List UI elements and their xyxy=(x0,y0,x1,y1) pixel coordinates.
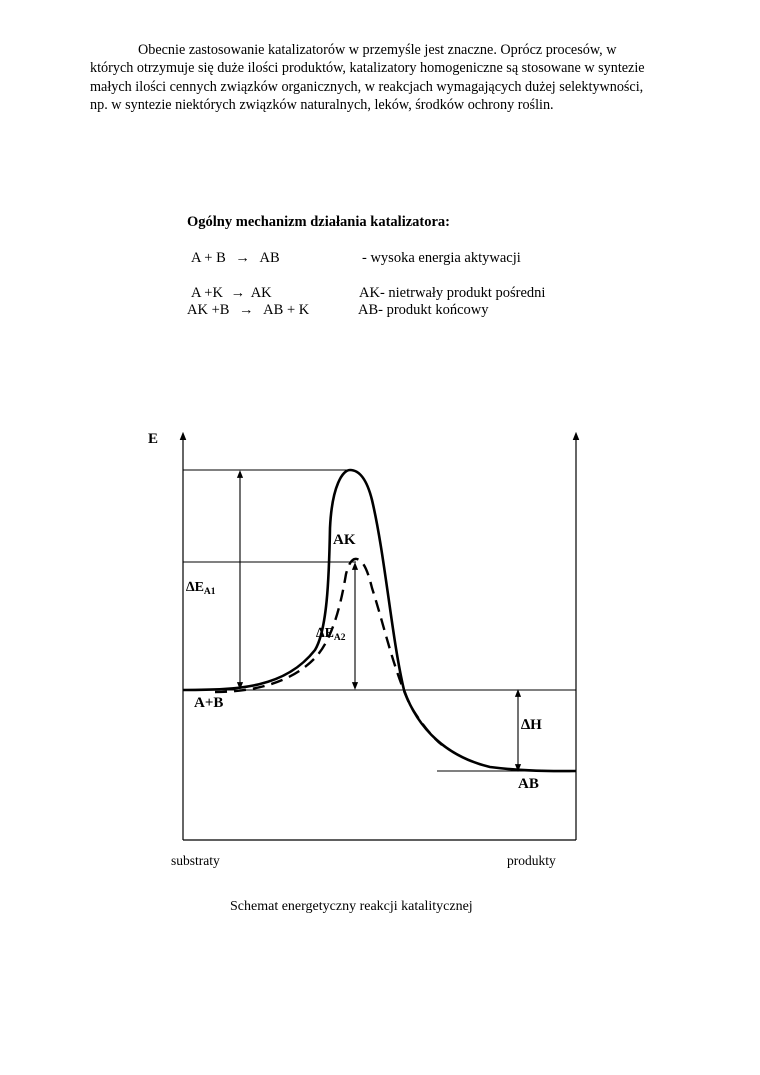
arrow-right-icon: → xyxy=(235,250,250,266)
delta-icon: ∆ xyxy=(186,580,195,595)
equation-2-right: AK xyxy=(250,285,272,301)
equation-3-left: AK +B xyxy=(187,302,230,318)
equation-1-right: AB xyxy=(259,250,280,266)
mechanism-title: Ogólny mechanizm działania katalizatora: xyxy=(187,214,450,230)
paragraph-line-2: których otrzymuje się duże ilości produktów, katalizatory homogeniczne są stosowane w syntezie xyxy=(90,60,645,77)
equation-2-note: AK- nietrwały produkt pośredni xyxy=(359,285,546,301)
curve-uncatalyzed xyxy=(183,470,576,771)
arrow-right-icon: → xyxy=(230,285,246,301)
equation-1-left: A + B xyxy=(191,250,226,266)
label-ak: AK xyxy=(333,532,356,548)
label-reactants: A+B xyxy=(194,695,224,711)
label-product: AB xyxy=(518,776,539,792)
label-delta-h: ∆H xyxy=(521,717,542,733)
label-delta-ea2: $\Delta E_{A2}$ xyxy=(316,626,346,643)
equation-2-left: A +K xyxy=(191,285,223,301)
arrow-right-icon: → xyxy=(239,302,254,318)
equation-1-note: - wysoka energia aktywacji xyxy=(362,250,521,266)
x-label-substrates: substraty xyxy=(171,853,220,868)
y-axis-label: E xyxy=(148,431,159,447)
figure-caption: Schemat energetyczny reakcji katalitycznej xyxy=(230,899,473,914)
paragraph-line-3: małych ilości cennych związków organicznych, w reakcjach wymagających dużej selektywności, xyxy=(90,78,644,95)
label-delta-ea1: $\Delta E_{A1}$ xyxy=(186,580,216,597)
paragraph-line-1: Obecnie zastosowanie katalizatorów w przemyśle jest znaczne. Oprócz procesów, w xyxy=(138,42,617,58)
x-label-products: produkty xyxy=(507,853,556,868)
equation-3-note: AB- produkt końcowy xyxy=(358,302,489,318)
paragraph-line-4: np. w syntezie niektórych związków naturalnych, leków, środków ochrony roślin. xyxy=(90,97,554,114)
equation-3-right: AB + K xyxy=(263,302,310,318)
delta-icon: ∆ xyxy=(316,626,325,641)
